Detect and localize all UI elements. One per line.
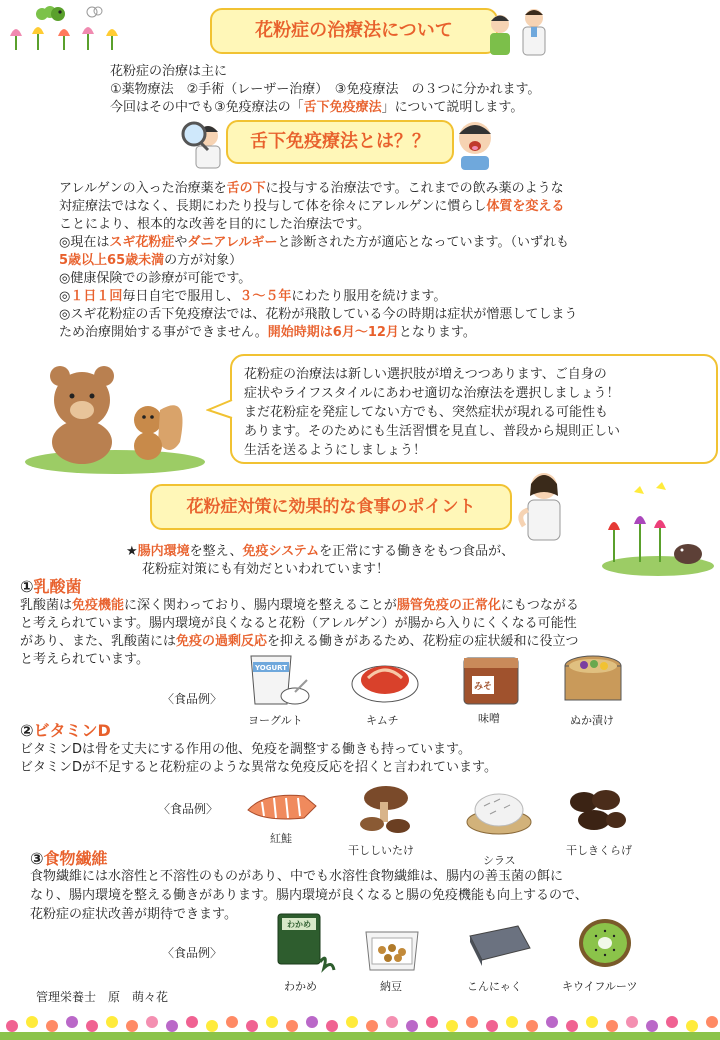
body-text: を抑える働きがあるため、花粉症の症状緩和に役立つ [267, 634, 579, 649]
section1-line-6: ◎健康保険での診療が可能です。 [59, 271, 252, 286]
salmon-icon [244, 790, 320, 824]
item1-line-3 [20, 633, 579, 651]
svg-text:YOGURT: YOGURT [254, 664, 288, 672]
body-text: 毎日自宅で服用し、 [122, 289, 240, 304]
highlight-text: 開始時期は6月～12月 [267, 325, 399, 340]
food-label-shiitake: 干ししいたけ [348, 844, 414, 857]
item3-line-3: 花粉症の症状改善が期待できます。 [30, 907, 237, 922]
nurse-illustration [514, 466, 574, 542]
shirasu-icon [464, 782, 534, 838]
star-mark: ★ [126, 544, 138, 559]
section1-line-8: ◎スギ花粉症の舌下免疫療法では、花粉が飛散している今の時期は症状が憎悪してしまう [59, 307, 578, 322]
food-label-shirasu: シラス [483, 854, 516, 867]
food-label-kimchi: キムチ [366, 714, 399, 727]
item1-line-1 [20, 597, 579, 615]
dried-shiitake-icon [356, 780, 416, 836]
highlight-text: １日１回 [70, 289, 123, 304]
section1-line-2 [59, 198, 564, 216]
item-number: ② [20, 721, 34, 740]
bear-squirrel-illustration [20, 362, 210, 474]
section1-line-1 [59, 180, 564, 198]
food-label-wakame: わかめ [284, 980, 317, 993]
bubble-line-5: 生活を送るようにしましょう！ [244, 443, 427, 458]
body-text: 対症療法ではなく、長期にわたり投与して体を徐々にアレルゲンに慣らし [59, 199, 487, 214]
flower-garden-illustration [2, 2, 132, 52]
section1-line-4 [59, 234, 569, 252]
highlight-text: 免疫機能 [72, 598, 125, 613]
svg-text:みそ: みそ [473, 682, 493, 692]
intro-text: 」について説明します。 [381, 100, 524, 115]
highlight-text: 舌の下 [226, 181, 266, 196]
body-text: アレルゲンの入った治療薬を [59, 181, 227, 196]
highlight-text: ダニアレルギー [187, 235, 278, 250]
section1-line-5 [59, 252, 242, 270]
food-label-konnyaku: こんにゃく [467, 980, 522, 993]
highlight-text: 免疫の過剰反応 [176, 634, 268, 649]
section1-line-3: ことにより、根本的な改善を目的にした治療法です。 [59, 217, 370, 232]
food-label-miso: 味噌 [478, 712, 500, 725]
bubble-line-1: 花粉症の治療法は新しい選択肢が増えつつあります、ご自身の [244, 367, 607, 382]
bubble-line-2: 症状やライフスタイルにあわせ適切な治療法を選択しましょう！ [244, 386, 620, 401]
body-text: ◎ [59, 289, 71, 304]
food-label-kiwi: キウイフルーツ [562, 980, 638, 993]
page-title: 花粉症の治療法について [255, 20, 453, 41]
body-text: に深く関わっており、腸内環境を整えることが [124, 598, 397, 613]
section2-title-box [150, 484, 512, 530]
item-number: ① [20, 577, 34, 596]
highlight-text: 5歳以上65歳未満 [59, 253, 165, 268]
body-text: と診断された方が適応となっています。（いずれも [277, 235, 569, 250]
yogurt-icon [245, 652, 311, 708]
miso-icon [460, 652, 522, 708]
food-label-nukazuke: ぬか漬け [570, 714, 614, 727]
body-text: の方が対象） [164, 253, 243, 268]
section2-title: 花粉症対策に効果的な食事のポイント [186, 497, 476, 517]
open-mouth-boy-illustration [452, 114, 498, 172]
highlight-text: 腸管免疫の正常化 [396, 598, 501, 613]
item3-example-label: 〈食品例〉 [162, 946, 223, 960]
item-name: 食物繊維 [43, 849, 108, 868]
dried-kikurage-icon [566, 782, 630, 836]
item3-line-1: 食物繊維には水溶性と不溶性のものがあり、中でも水溶性食物繊維は、腸内の善玉菌の餌に [30, 869, 564, 884]
item-number: ③ [30, 849, 44, 868]
food-label-natto: 納豆 [380, 980, 402, 993]
intro-line-1: 花粉症の治療は主に [110, 64, 228, 79]
highlight-text: スギ花粉症 [109, 235, 175, 250]
page-title-box [210, 8, 498, 54]
body-text: ため治療開始する事ができません。 [59, 325, 268, 340]
highlight-text: 体質を変える [486, 199, 565, 214]
section1-title: 舌下免疫療法とは？？ [250, 131, 430, 152]
section1-line-9 [59, 324, 476, 342]
nukazuke-icon [560, 652, 626, 708]
section2-lead-2: 花粉症対策にも有効だといわれています！ [142, 562, 390, 577]
kiwi-icon [574, 912, 636, 974]
body-text: や [174, 235, 188, 250]
food-label-salmon: 紅鮭 [270, 832, 292, 845]
doctor-patient-illustration [482, 2, 556, 60]
wakame-icon [270, 912, 338, 974]
body-text: にわたり服用を続けます。 [291, 289, 447, 304]
item2-example-label: 〈食品例〉 [158, 802, 219, 816]
konnyaku-icon [462, 918, 534, 970]
section1-line-7 [59, 288, 446, 306]
body-text: 乳酸菌は [20, 598, 73, 613]
author-credit: 管理栄養士 原 萌々花 [36, 990, 169, 1004]
item1-line-2: と考えられています。腸内環境が良くなると花粉（アレルゲン）が腸から入りにくくなる可能性 [20, 616, 577, 631]
intro-highlight: 舌下免疫療法 [303, 100, 382, 115]
food-label-yogurt: ヨーグルト [248, 714, 303, 727]
svg-text:わかめ: わかめ [287, 920, 311, 929]
item3-line-2: なり、腸内環境を整える働きがあります。腸内環境が良くなると腸の免疫機能も向上するので、 [30, 888, 588, 903]
intro-line-2: ①薬物療法 ②手術（レーザー治療） ③免疫療法 の３つに分かれます。 [110, 82, 541, 97]
item-name: 乳酸菌 [33, 577, 82, 596]
body-text: に投与する治療法です。これまでの飲み薬のような [265, 181, 564, 196]
item2-heading [20, 718, 111, 741]
item1-line-4: と考えられています。 [20, 652, 149, 667]
body-text: となります。 [398, 325, 476, 340]
item2-line-1: ビタミンDは骨を丈夫にする作用の他、免疫を調整する働きも持っています。 [20, 742, 471, 757]
item3-heading [30, 846, 108, 869]
section2-lead-1 [126, 543, 514, 561]
bubble-line-4: あります。そのためにも生活習慣を見直し、普段から規則正しい [244, 424, 620, 439]
item2-line-2: ビタミンDが不足すると花粉症のような異常な免疫反応を招くと言われています。 [20, 760, 497, 775]
item1-example-label: 〈食品例〉 [162, 692, 223, 706]
flower-border-bottom [0, 1004, 720, 1040]
bubble-tail [206, 396, 234, 424]
food-label-kikurage: 干しきくらげ [566, 844, 632, 857]
section1-title-box [226, 120, 454, 164]
intro-text: 今回はその中でも③免疫療法の「 [110, 100, 304, 115]
spring-flowers-mole-illustration [600, 482, 716, 576]
body-text: を整え、 [189, 544, 243, 559]
item1-heading [20, 574, 82, 597]
magnifier-doctor-illustration [178, 114, 230, 170]
body-text: にもつながる [500, 598, 579, 613]
item-name: ビタミンD [33, 721, 111, 740]
body-text: があり、また、乳酸菌には [20, 634, 177, 649]
body-text: を正常にする働きをもつ食品が、 [319, 544, 515, 559]
body-text: ◎現在は [59, 235, 110, 250]
bubble-line-3: まだ花粉症を発症してない方でも、突然症状が現れる可能性も [244, 405, 609, 420]
highlight-text: ３～５年 [239, 289, 292, 304]
highlight-text: 腸内環境 [137, 544, 190, 559]
highlight-text: 免疫システム [242, 544, 320, 559]
kimchi-icon [350, 652, 420, 704]
natto-icon [360, 920, 424, 976]
